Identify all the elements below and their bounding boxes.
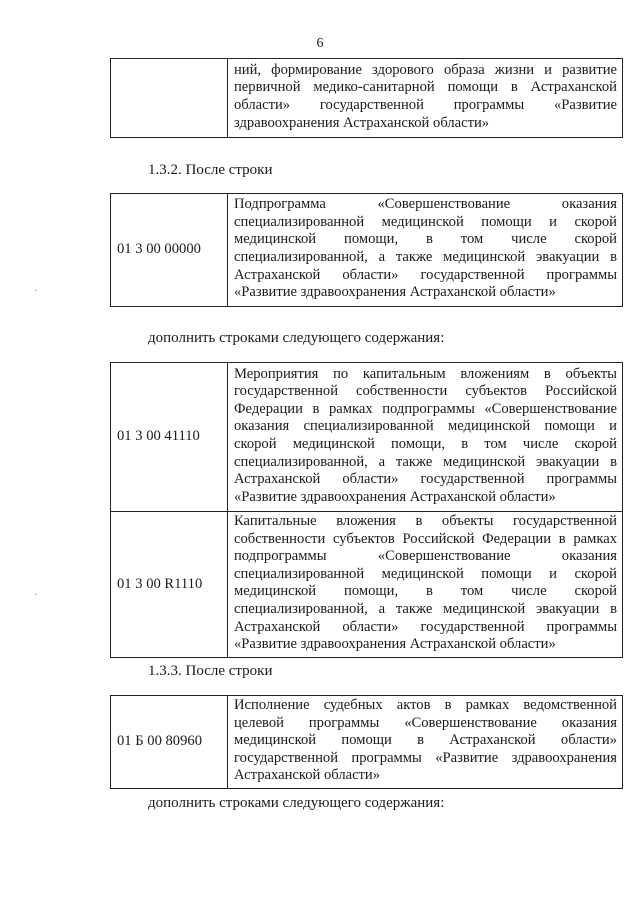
scan-mark: · (34, 286, 38, 297)
budget-description: Подпрограмма «Совершенствование оказания специализированной медицинской помощи и скорой медицинской помощи, в том числе скорой специализированной, а также медицинской эвакуации в Астраханской области» государственной программы «Развитие здравоохранения Астраханской области» (228, 194, 623, 307)
budget-table-additions (110, 362, 623, 658)
budget-code: 01 3 00 R1110 (111, 512, 228, 658)
table-row (111, 696, 623, 789)
table-row (111, 194, 623, 307)
budget-table-court-acts (110, 695, 623, 789)
scan-mark: · (34, 590, 38, 601)
budget-code (111, 59, 228, 138)
supplement-instruction: дополнить строками следующего содержания: (148, 330, 445, 346)
budget-description: Исполнение судебных актов в рамках ведомственной целевой программы «Совершенствование оказания медицинской помощи в Астраханской области» государственной программы «Развитие здравоохранения Астраханской области» (228, 696, 623, 789)
budget-code: 01 3 00 41110 (111, 363, 228, 512)
budget-table-subprogram (110, 193, 623, 307)
table-row (111, 363, 623, 512)
section-heading-1-3-3: 1.3.3. После строки (148, 663, 273, 679)
budget-description: Капитальные вложения в объекты государственной собственности субъектов Российской Федерации в рамках подпрограммы «Совершенствование оказания специализированной медицинской помощи и скорой медицинской помощи, в том числе скорой специализированной, а также медицинской эвакуации в Астраханской области» государственной программы «Развитие здравоохранения Астраханской области» (228, 512, 623, 658)
budget-table-continued (110, 58, 623, 138)
section-heading-1-3-2: 1.3.2. После строки (148, 162, 273, 178)
page-number: 6 (316, 36, 324, 51)
budget-description: Мероприятия по капитальным вложениям в объекты государственной собственности субъектов Российской Федерации в рамках подпрограммы «Совершенствование оказания специализированной медицинской помощи и скорой медицинской помощи, в том числе скорой специализированной, а также медицинской эвакуации в Астраханской области» государственной программы «Развитие здравоохранения Астраханской области» (228, 363, 623, 512)
table-row (111, 512, 623, 658)
budget-code: 01 3 00 00000 (111, 194, 228, 307)
supplement-instruction: дополнить строками следующего содержания: (148, 795, 445, 811)
budget-description: ний, формирование здорового образа жизни и развитие первичной медико-санитарной помощи в Астраханской области» государственной программы «Развитие здравоохранения Астраханской области» (228, 59, 623, 138)
budget-code: 01 Б 00 80960 (111, 696, 228, 789)
table-row (111, 59, 623, 138)
